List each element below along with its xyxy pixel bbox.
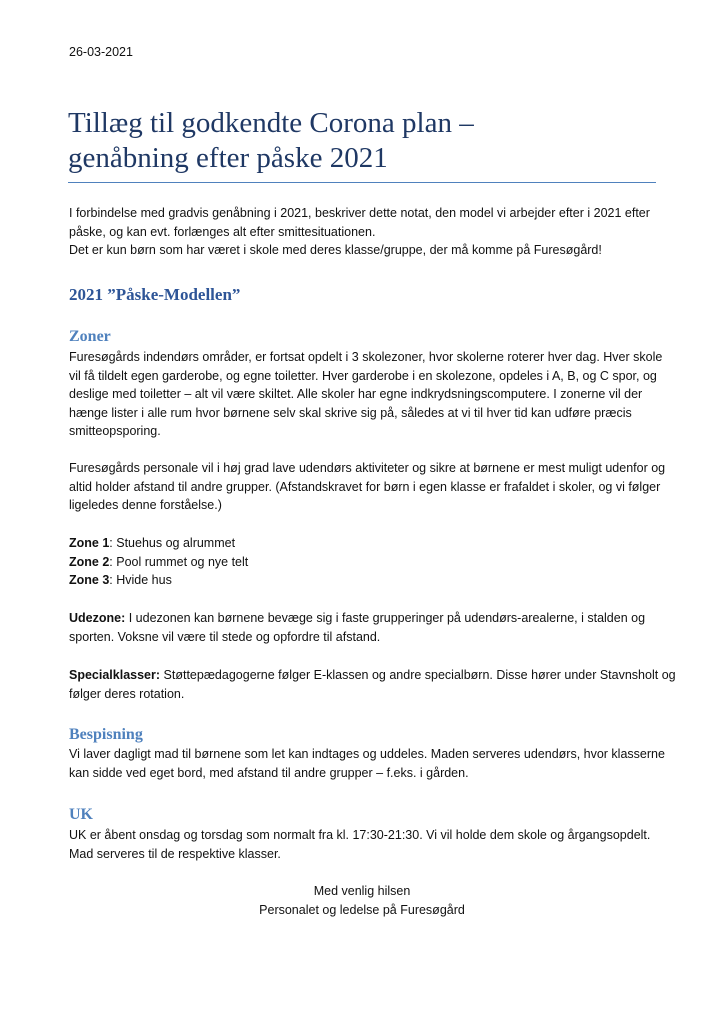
special-label: Specialklasser: [69, 668, 161, 682]
zone-item [69, 534, 669, 553]
zoner-line: altid holder afstand til andre grupper. (Afstandskravet for børn i egen klasse er frafaldet i skoler, og vi følger [69, 479, 661, 494]
zoner-heading: Zoner [69, 328, 111, 345]
title-line-1: Tillæg til godkendte Corona plan – [68, 107, 474, 139]
zoner-line: ligeledes denne forståelse.) [69, 498, 222, 512]
zone-list [69, 534, 669, 590]
zoner-paragraph-2 [69, 459, 669, 515]
uk-paragraph [69, 826, 669, 863]
document-date: 26-03-2021 [69, 45, 133, 59]
zone-item [69, 571, 669, 590]
zone-label: Zone 3 [69, 573, 110, 587]
closing-signature [0, 882, 724, 919]
bespisning-line: Vi laver dagligt mad til børnene som let kan indtages og uddeles. Maden serveres udendørs, hvor klasserne [69, 747, 665, 761]
bespisning-line: kan sidde ved eget bord, med afstand til andre grupper – f.eks. i gården. [69, 765, 469, 780]
title-divider [68, 182, 656, 183]
intro-line: I forbindelse med gradvis genåbning i 2021, beskriver dette notat, den model vi arbejder efter i 2021 efter [69, 206, 650, 220]
model-heading: 2021 ”Påske-Modellen” [69, 285, 241, 304]
uk-line: UK er åbent onsdag og torsdag som normalt fra kl. 17:30-21:30. Vi vil holde dem skole og årgangsopdelt. [69, 828, 651, 842]
zoner-line: deslige med toiletter – alt vil være skiltet. Alle skoler har egne indkrydsningscomputere. I zonerne vil der [69, 387, 643, 401]
udezone-line [69, 609, 669, 628]
special-line [69, 666, 676, 685]
zoner-line: vil få tildelt egen garderobe, og egne toiletter. Hver garderobe i en skolezone, opdeles i A, B, og C spor, og [69, 368, 657, 383]
zoner-line: Furesøgårds personale vil i høj grad lave udendørs aktiviteter og sikre at børnene er mest muligt udenfor og [69, 461, 666, 475]
zone-label: Zone 1 [69, 536, 110, 550]
udezone-paragraph [69, 609, 669, 646]
uk-heading: UK [69, 806, 93, 823]
udezone-text: I udezonen kan børnene bevæge sig i faste grupperinger på udendørs-arealerne, i stalden og [125, 611, 646, 625]
special-text: Støttepædagogerne følger E-klassen og andre specialbørn. Disse hører under Stavnsholt og [160, 668, 676, 682]
intro-line: Det er kun børn som har været i skole med deres klasse/gruppe, der må komme på Furesøgård! [69, 243, 602, 257]
zone-text: : Hvide hus [109, 573, 172, 587]
udezone-label: Udezone: [69, 611, 126, 625]
title-line-2: genåbning efter påske 2021 [68, 142, 388, 174]
intro-paragraph [69, 204, 669, 260]
closing-greeting: Med venlig hilsen [313, 884, 411, 898]
zone-text: : Pool rummet og nye telt [109, 554, 249, 569]
zoner-paragraph-1 [69, 348, 669, 441]
special-line: følger deres rotation. [69, 686, 185, 701]
zoner-line: smitteopsporing. [69, 424, 161, 438]
intro-line: påske, og kan evt. forlænges alt efter smittesituationen. [69, 224, 376, 239]
zone-item [69, 553, 669, 572]
bespisning-paragraph [69, 745, 669, 782]
closing-sender: Personalet og ledelse på Furesøgård [259, 902, 465, 917]
specialklasser-paragraph [69, 666, 676, 703]
page-title [68, 106, 668, 176]
uk-line: Mad serveres til de respektive klasser. [69, 846, 281, 861]
zone-text: : Stuehus og alrummet [109, 536, 236, 550]
zoner-line: hænge lister i alle rum hvor børnene selv skal skrive sig på, således at vi til hver tid kan udføre præcis [69, 405, 632, 420]
zone-label: Zone 2 [69, 554, 110, 569]
zoner-line: Furesøgårds indendørs områder, er fortsat opdelt i 3 skolezoner, hvor skolerne roterer hver dag. Hver skole [69, 350, 663, 364]
bespisning-heading: Bespisning [69, 726, 143, 743]
udezone-line: sporten. Voksne vil være til stede og opfordre til afstand. [69, 629, 381, 644]
